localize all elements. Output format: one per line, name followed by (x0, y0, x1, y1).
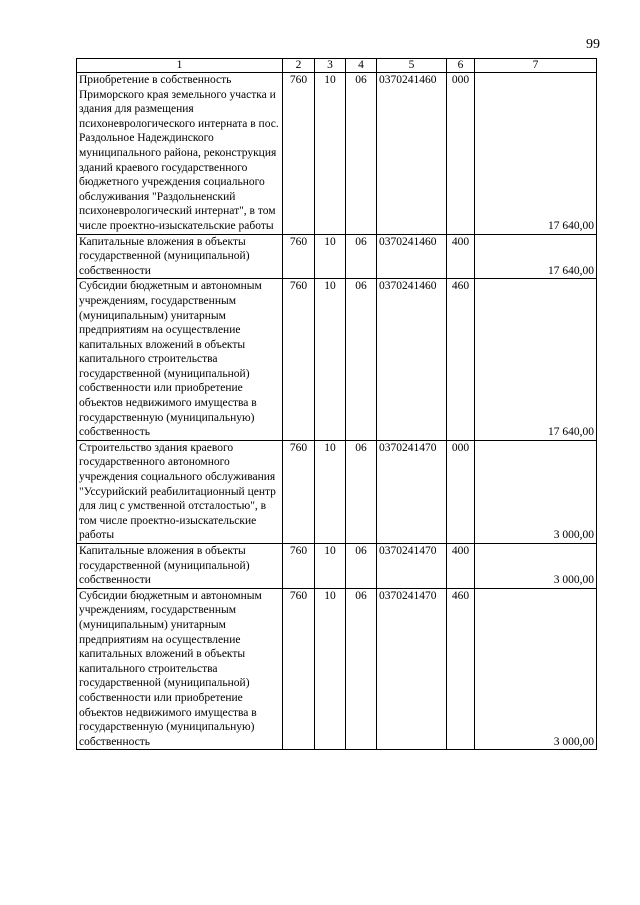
table-row (77, 440, 597, 543)
row-amount: 3 000,00 (475, 588, 597, 750)
row-subsection: 06 (346, 234, 377, 279)
row-target: 0370241460 (377, 234, 447, 279)
row-target: 0370241470 (377, 588, 447, 750)
budget-table (76, 58, 597, 750)
row-section: 10 (315, 279, 346, 441)
row-expense-type: 000 (447, 73, 475, 235)
col-header-3: 3 (315, 59, 346, 73)
row-target: 0370241470 (377, 440, 447, 543)
row-ministry: 760 (283, 279, 315, 441)
row-expense-type: 000 (447, 440, 475, 543)
row-name: Строительство здания краевого государственного автономного учреждения социального обслуживания "Уссурийский реабилитационный центр для лиц с умственной отсталостью", в том числе проектно-изыскательские работы (77, 440, 283, 543)
row-ministry: 760 (283, 440, 315, 543)
row-section: 10 (315, 73, 346, 235)
row-expense-type: 400 (447, 234, 475, 279)
row-ministry: 760 (283, 73, 315, 235)
row-name: Капитальные вложения в объекты государственной (муниципальной) собственности (77, 234, 283, 279)
row-section: 10 (315, 440, 346, 543)
row-subsection: 06 (346, 73, 377, 235)
row-amount: 3 000,00 (475, 544, 597, 589)
row-section: 10 (315, 588, 346, 750)
col-header-4: 4 (346, 59, 377, 73)
row-section: 10 (315, 544, 346, 589)
row-name: Субсидии бюджетным и автономным учреждениям, государственным (муниципальным) унитарным предприятиям на осуществление капитальных вложений в объекты капитального строительства государственной (муниципальной) собственности или приобретение объектов недвижимого имущества в государственную (муниципальную) собственность (77, 588, 283, 750)
table-row (77, 544, 597, 589)
col-header-1: 1 (77, 59, 283, 73)
row-expense-type: 460 (447, 279, 475, 441)
row-name: Субсидии бюджетным и автономным учреждениям, государственным (муниципальным) унитарным предприятиям на осуществление капитальных вложений в объекты капитального строительства государственной (муниципальной) собственности или приобретение объектов недвижимого имущества в государственную (муниципальную) собственность (77, 279, 283, 441)
row-expense-type: 460 (447, 588, 475, 750)
row-target: 0370241470 (377, 544, 447, 589)
row-section: 10 (315, 234, 346, 279)
row-subsection: 06 (346, 588, 377, 750)
row-ministry: 760 (283, 544, 315, 589)
row-ministry: 760 (283, 588, 315, 750)
row-amount: 17 640,00 (475, 279, 597, 441)
row-expense-type: 400 (447, 544, 475, 589)
row-target: 0370241460 (377, 279, 447, 441)
row-ministry: 760 (283, 234, 315, 279)
table-row (77, 234, 597, 279)
col-header-7: 7 (475, 59, 597, 73)
row-amount: 3 000,00 (475, 440, 597, 543)
col-header-5: 5 (377, 59, 447, 73)
row-subsection: 06 (346, 440, 377, 543)
row-name: Капитальные вложения в объекты государственной (муниципальной) собственности (77, 544, 283, 589)
table-row (77, 73, 597, 235)
header-row (77, 59, 597, 73)
row-name: Приобретение в собственность Приморского края земельного участка и здания для размещения психоневрологического интерната в пос. Раздольное Надеждинского муниципального района, реконструкция зданий краевого государственного бюджетного учреждения социального обслуживания "Раздольненский психоневрологический интернат", в том числе проектно-изыскательские работы (77, 73, 283, 235)
col-header-6: 6 (447, 59, 475, 73)
row-subsection: 06 (346, 544, 377, 589)
table-row (77, 588, 597, 750)
row-amount: 17 640,00 (475, 234, 597, 279)
row-subsection: 06 (346, 279, 377, 441)
table-row (77, 279, 597, 441)
page-number: 99 (586, 37, 600, 52)
col-header-2: 2 (283, 59, 315, 73)
row-target: 0370241460 (377, 73, 447, 235)
row-amount: 17 640,00 (475, 73, 597, 235)
